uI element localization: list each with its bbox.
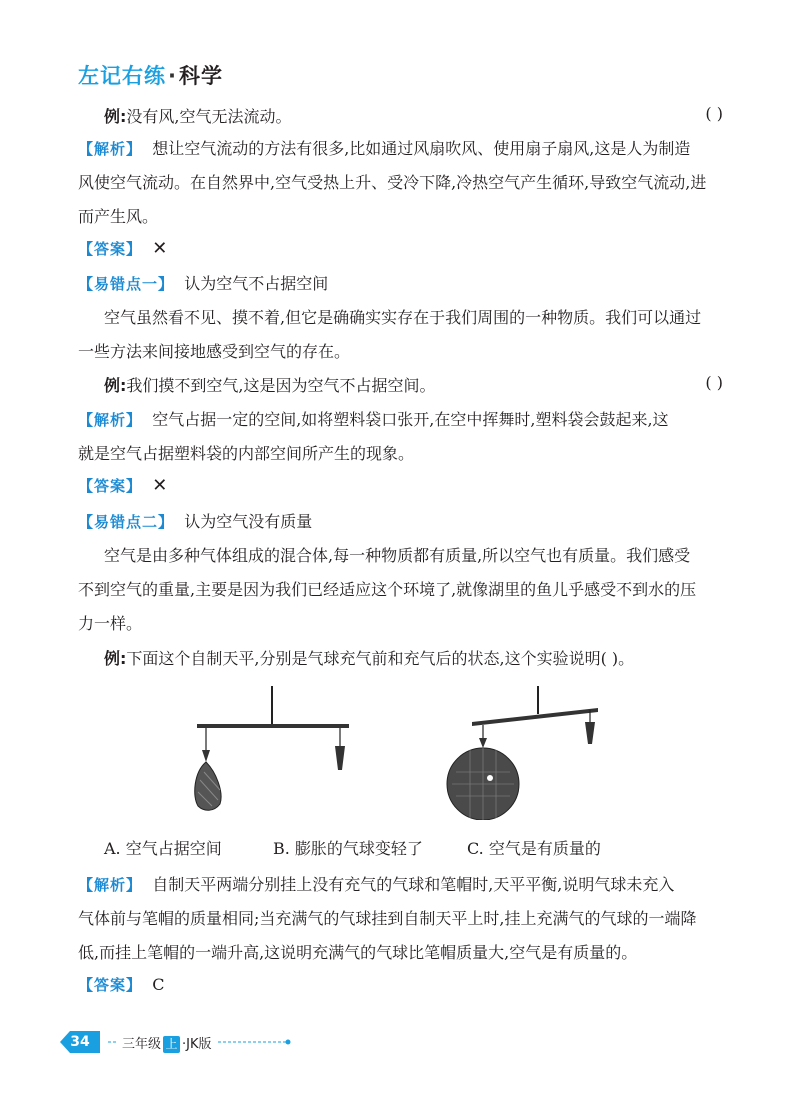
example-3 xyxy=(104,646,749,669)
analysis-text: 空气占据一定的空间,如将塑料袋口张开,在空中挥舞时,塑料袋会鼓起来,这 xyxy=(152,410,669,429)
analysis-3-line-2: 气体前与笔帽的质量相同;当充满气的气球挂到自制天平上时,挂上充满气的气球的一端降 xyxy=(78,909,697,928)
example-label: 例: xyxy=(104,376,127,395)
option-b: B. 膨胀的气球变轻了 xyxy=(273,839,423,858)
answer-tag: 【答案】 xyxy=(78,477,143,495)
answer-paren: ( ) xyxy=(705,373,723,392)
balance-before xyxy=(195,686,349,810)
subject-name: 科学 xyxy=(178,64,223,88)
term-badge: 上 xyxy=(163,1036,180,1053)
analysis-text: 想让空气流动的方法有很多,比如通过风扇吹风、使用扇子扇风,这是人为制造 xyxy=(152,139,691,158)
page-number: 34 xyxy=(70,1034,90,1050)
brand-name: 左记右练 xyxy=(78,64,166,88)
balance-illustration xyxy=(180,680,620,820)
answer-tag: 【答案】 xyxy=(78,976,143,994)
example-text: 下面这个自制天平,分别是气球充气前和充气后的状态,这个实验说明( )。 xyxy=(126,649,635,668)
error-1-line-2: 一些方法来间接地感受到空气的存在。 xyxy=(78,342,351,361)
answer-value: ✕ xyxy=(152,475,168,496)
answer-3 xyxy=(78,974,723,995)
error-1-line-1: 空气虽然看不见、摸不着,但它是确确实实存在于我们周围的一种物质。我们可以通过 xyxy=(104,308,702,327)
error-2-line-3: 力一样。 xyxy=(78,614,143,633)
example-1 xyxy=(104,104,723,127)
analysis-1-line-3: 而产生风。 xyxy=(78,207,159,226)
edition-label: ·JK版 xyxy=(182,1037,212,1052)
balance-after xyxy=(447,686,598,820)
analysis-tag: 【解析】 xyxy=(78,140,143,158)
analysis-2-line-1 xyxy=(78,407,723,430)
answer-paren: ( ) xyxy=(705,104,723,123)
error-tag: 【易错点二】 xyxy=(78,513,175,531)
example-label: 例: xyxy=(104,107,127,126)
error-point-1 xyxy=(78,271,723,294)
example-text: 我们摸不到空气,这是因为空气不占据空间。 xyxy=(126,376,436,395)
answer-value: C xyxy=(152,975,165,994)
grade-label: 三年级 xyxy=(122,1037,162,1052)
analysis-3-line-1 xyxy=(78,872,723,895)
error-point-2 xyxy=(78,509,723,532)
option-a: A. 空气占据空间 xyxy=(104,839,222,858)
analysis-2-line-2: 就是空气占据塑料袋的内部空间所产生的现象。 xyxy=(78,444,415,463)
answer-value: ✕ xyxy=(152,238,168,259)
analysis-tag: 【解析】 xyxy=(78,411,143,429)
error-tag: 【易错点一】 xyxy=(78,275,175,293)
answer-1 xyxy=(78,238,723,259)
example-2 xyxy=(104,373,723,396)
example-label: 例: xyxy=(104,649,127,668)
analysis-3-line-3: 低,而挂上笔帽的一端升高,这说明充满气的气球比笔帽质量大,空气是有质量的。 xyxy=(78,943,638,962)
analysis-1-line-1 xyxy=(78,136,723,159)
brand-title xyxy=(78,60,223,90)
error-2-line-2: 不到空气的重量,主要是因为我们已经适应这个环境了,就像湖里的鱼儿乎感受不到水的压 xyxy=(78,580,697,599)
answer-tag: 【答案】 xyxy=(78,240,143,258)
analysis-tag: 【解析】 xyxy=(78,876,143,894)
error-title: 认为空气不占据空间 xyxy=(184,274,329,293)
error-2-line-1: 空气是由多种气体组成的混合体,每一种物质都有质量,所以空气也有质量。我们感受 xyxy=(104,546,691,565)
footer-grade xyxy=(118,1033,216,1053)
brand-dot: · xyxy=(168,64,177,88)
error-title: 认为空气没有质量 xyxy=(184,512,313,531)
analysis-1-line-2: 风使空气流动。在自然界中,空气受热上升、受冷下降,冷热空气产生循环,导致空气流动,进 xyxy=(78,173,707,192)
analysis-text: 自制天平两端分别挂上没有充气的气球和笔帽时,天平平衡,说明气球未充入 xyxy=(152,875,675,894)
answer-2 xyxy=(78,475,723,496)
option-c: C. 空气是有质量的 xyxy=(467,839,601,858)
example-text: 没有风,空气无法流动。 xyxy=(126,107,292,126)
